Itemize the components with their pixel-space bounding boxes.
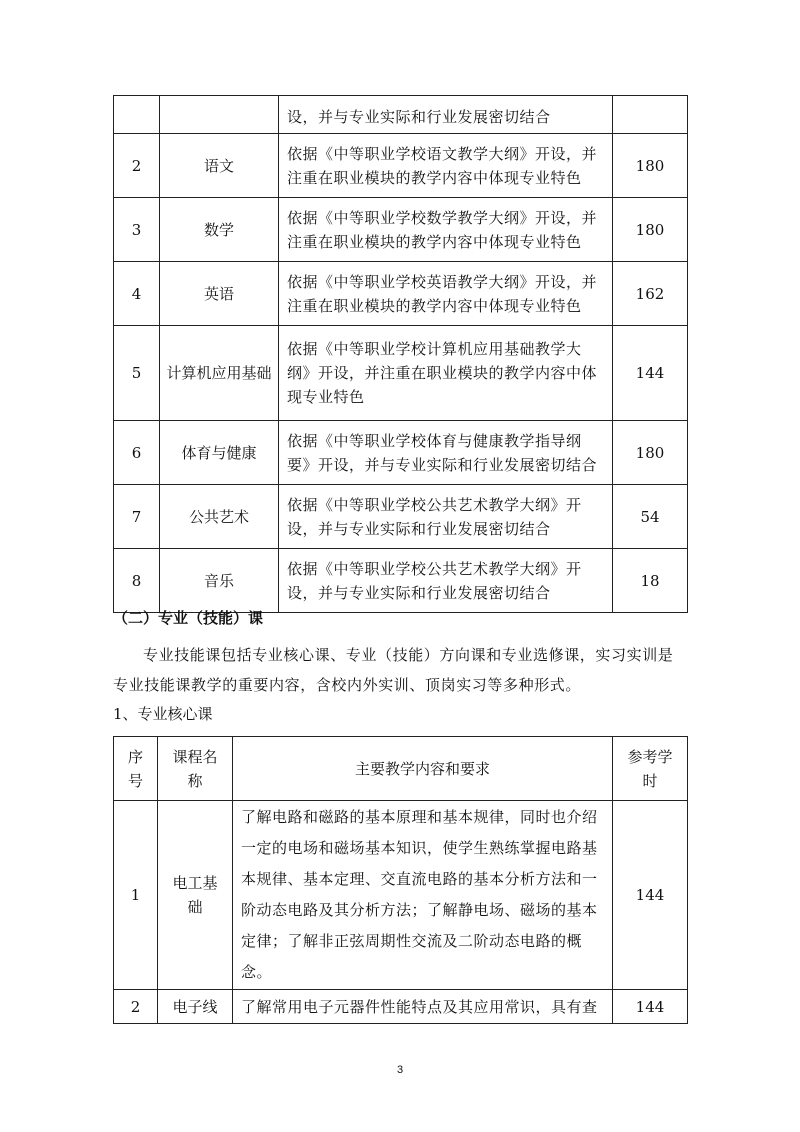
course-description: 依据《中等职业学校公共艺术教学大纲》开设，并与专业实际和行业发展密切结合	[279, 549, 613, 613]
table-row	[114, 134, 688, 198]
course-hours: 18	[613, 549, 688, 613]
course-description: 依据《中等职业学校体育与健康教学指导纲要》开设，并与专业实际和行业发展密切结合	[279, 421, 613, 485]
row-number: 8	[114, 549, 160, 613]
intro-paragraph: 专业技能课包括专业核心课、专业（技能）方向课和专业选修课，实习实训是专业技能课教学的重要内容，含校内外实训、顶岗实习等多种形式。	[113, 646, 674, 694]
row-number: 2	[114, 990, 158, 1024]
course-description: 依据《中等职业学校数学教学大纲》开设，并注重在职业模块的教学内容中体现专业特色	[279, 198, 613, 262]
course-name: 电子线	[158, 990, 233, 1024]
header-hours: 参考学时	[613, 737, 688, 801]
course-name: 电工基础	[158, 801, 233, 990]
course-hours: 180	[613, 134, 688, 198]
core-courses-table	[113, 736, 688, 1024]
subheading: 1、专业核心课	[113, 705, 213, 723]
row-number: 1	[114, 801, 158, 990]
table-row	[114, 990, 688, 1024]
course-name-cell	[160, 96, 279, 134]
course-hours: 162	[613, 262, 688, 326]
row-number: 4	[114, 262, 160, 326]
table-row	[114, 262, 688, 326]
course-hours: 180	[613, 198, 688, 262]
course-description: 了解常用电子元器件性能特点及其应用常识，具有查	[233, 990, 613, 1024]
table-row	[114, 549, 688, 613]
course-hours: 144	[613, 326, 688, 421]
table-row	[114, 485, 688, 549]
table-row	[114, 96, 688, 134]
row-number: 6	[114, 421, 160, 485]
course-name: 数学	[160, 198, 279, 262]
no-cell	[114, 96, 160, 134]
header-name: 课程名称	[158, 737, 233, 801]
table-row	[114, 198, 688, 262]
row-number: 7	[114, 485, 160, 549]
table-row	[114, 421, 688, 485]
section-heading: （二）专业（技能）课	[113, 609, 264, 627]
course-description: 了解电路和磁路的基本原理和基本规律，同时也介绍一定的电场和磁场基本知识，使学生熟练掌握电路基本规律、基本定理、交直流电路的基本分析方法和一阶动态电路及其分析方法；了解静电场、磁场的基本定律；了解非正弦周期性交流及二阶动态电路的概念。	[233, 801, 613, 990]
course-name: 计算机应用基础	[160, 326, 279, 421]
course-name: 语文	[160, 134, 279, 198]
table-header-row	[114, 737, 688, 801]
hours-cell	[613, 96, 688, 134]
row-number: 5	[114, 326, 160, 421]
table-row	[114, 326, 688, 421]
row-number: 3	[114, 198, 160, 262]
course-hours: 54	[613, 485, 688, 549]
course-name: 公共艺术	[160, 485, 279, 549]
header-content: 主要教学内容和要求	[233, 737, 613, 801]
course-description: 依据《中等职业学校语文教学大纲》开设，并注重在职业模块的教学内容中体现专业特色	[279, 134, 613, 198]
course-hours: 144	[613, 801, 688, 990]
course-desc-cell: 设，并与专业实际和行业发展密切结合	[279, 96, 613, 134]
course-description: 依据《中等职业学校公共艺术教学大纲》开设，并与专业实际和行业发展密切结合	[279, 485, 613, 549]
course-description: 依据《中等职业学校计算机应用基础教学大纲》开设，并注重在职业模块的教学内容中体现专业特色	[279, 326, 613, 421]
course-hours: 144	[613, 990, 688, 1024]
course-hours: 180	[613, 421, 688, 485]
header-no: 序号	[114, 737, 158, 801]
page-number: 3	[396, 1064, 404, 1076]
general-courses-table	[113, 95, 688, 613]
course-name: 英语	[160, 262, 279, 326]
course-name: 体育与健康	[160, 421, 279, 485]
course-name: 音乐	[160, 549, 279, 613]
course-description: 依据《中等职业学校英语教学大纲》开设，并注重在职业模块的教学内容中体现专业特色	[279, 262, 613, 326]
table-row	[114, 801, 688, 990]
row-number: 2	[114, 134, 160, 198]
